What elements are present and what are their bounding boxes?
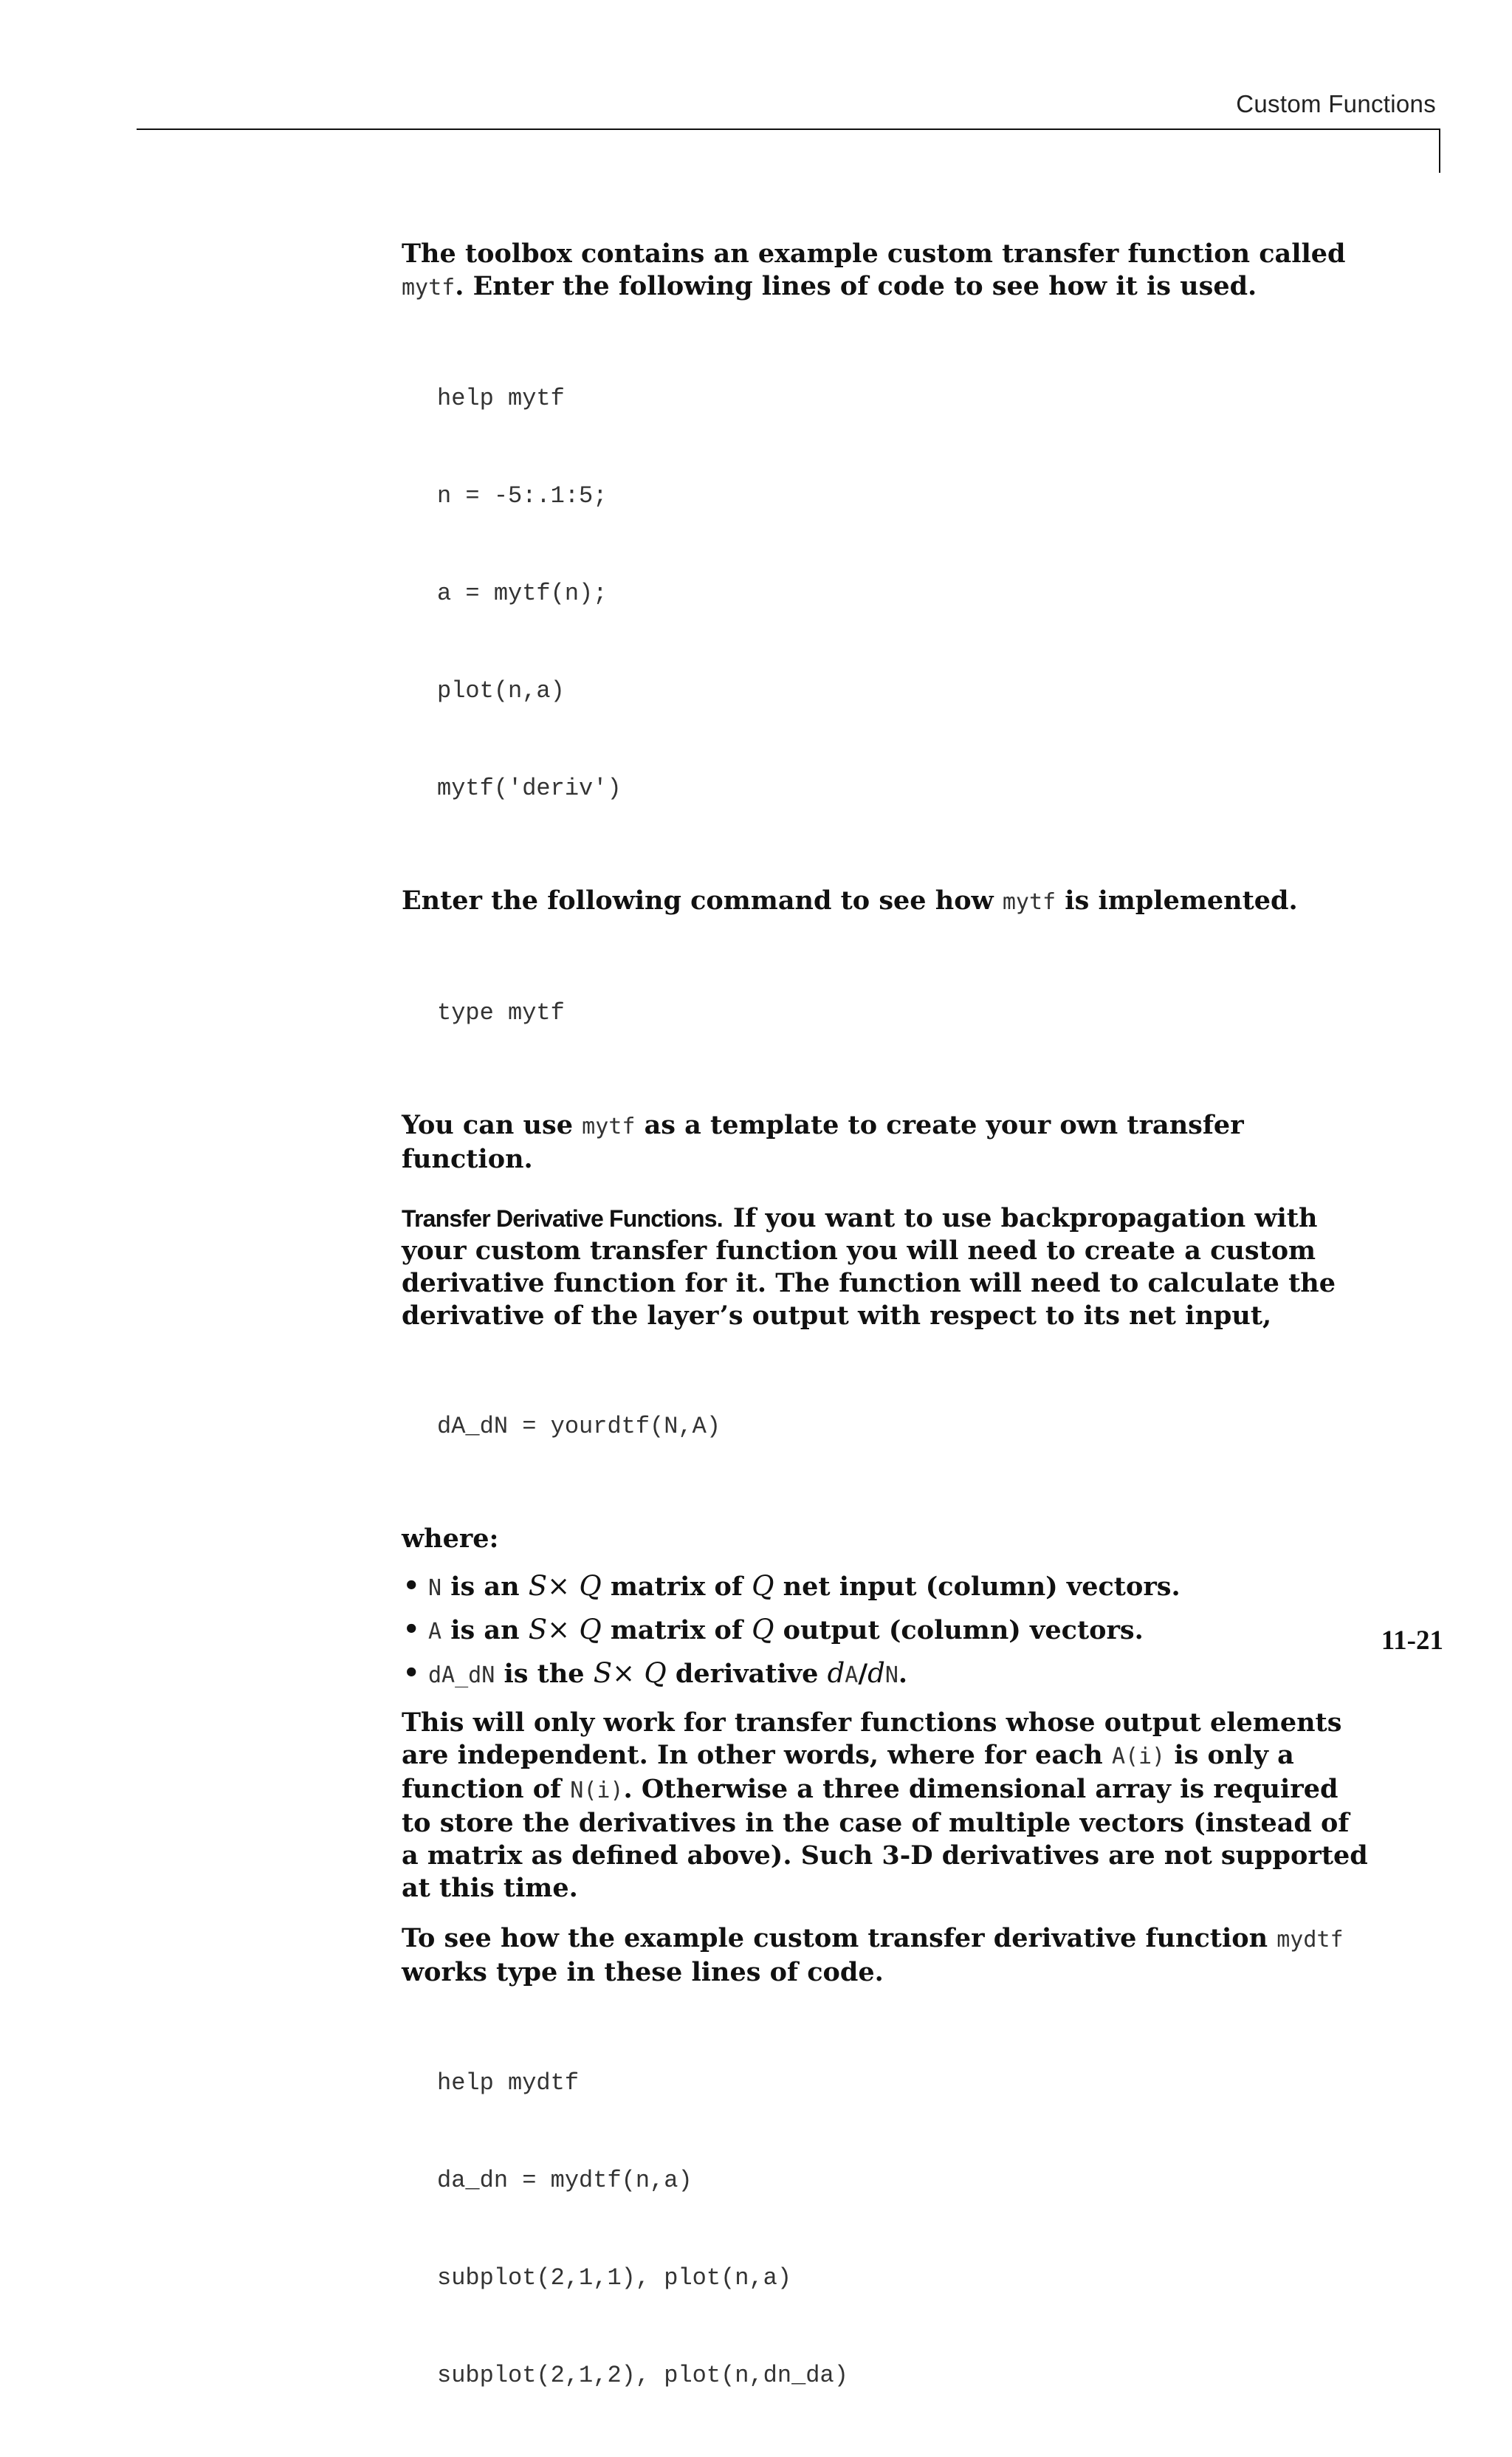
intro-text-2: . Enter the following lines of code to see how it is used. <box>455 271 1257 301</box>
intro-paragraph <box>402 238 1370 304</box>
code-line: help mytf <box>437 385 565 412</box>
bullet-text: is an <box>441 1615 529 1645</box>
template-text-1: You can use <box>402 1110 583 1140</box>
example-text-2: works type in these lines of code. <box>402 1957 884 1987</box>
implemented-text-2: is implemented. <box>1056 885 1298 916</box>
bullet-text: is an <box>441 1572 529 1602</box>
code-block-2 <box>402 932 1370 1094</box>
bullet-text: is the <box>495 1659 594 1689</box>
inline-code-da-dn: dA_dN <box>428 1662 495 1688</box>
template-paragraph <box>402 1109 1370 1176</box>
implemented-paragraph <box>402 885 1370 919</box>
independent-text-1: This will only work for transfer functions whose output elements are independent. In other words, where for each <box>402 1707 1342 1770</box>
bullet-text: matrix of <box>601 1572 752 1602</box>
transfer-derivative-section <box>402 1202 1370 1332</box>
inline-code-mytf: mytf <box>582 1114 636 1140</box>
page-body <box>402 238 1370 2457</box>
math-d: d <box>867 1657 885 1689</box>
code-block-3 <box>402 1346 1370 1508</box>
math-q: Q <box>579 1614 602 1645</box>
independent-text-2: is only a function of <box>402 1740 1294 1804</box>
inline-code-n: N <box>884 1662 898 1688</box>
bullet-text: matrix of <box>601 1615 752 1645</box>
inline-code-a-i: A(i) <box>1111 1744 1166 1769</box>
definition-list <box>402 1566 1370 1696</box>
inline-code-mytf: mytf <box>402 275 456 301</box>
math-s: S <box>593 1657 613 1689</box>
code-line: n = -5:.1:5; <box>437 482 608 510</box>
header-rule-tick <box>1439 128 1440 173</box>
math-times: × <box>547 1570 571 1602</box>
math-q: Q <box>752 1570 774 1602</box>
independent-text-3: . Otherwise a three dimensional array is required to store the derivatives in the case of multiple vectors (instead of a matrix as defined above). Such 3-D derivatives are not supported at this time. <box>402 1774 1368 1903</box>
inline-code-a: A <box>428 1619 442 1645</box>
list-item: • A is an S× Q matrix of Q output (column) vectors. <box>403 1614 1144 1645</box>
header-rule <box>137 128 1440 130</box>
bullet-text: . <box>898 1659 908 1689</box>
running-header-title: Custom Functions <box>1236 90 1436 117</box>
inline-code-n-i: N(i) <box>570 1778 624 1803</box>
inline-code-mydtf: mydtf <box>1276 1927 1344 1953</box>
code-block-1 <box>402 318 1370 870</box>
example-text-1: To see how the example custom transfer derivative function <box>402 1923 1277 1953</box>
code-line: subplot(2,1,2), plot(n,dn_da) <box>437 2362 848 2389</box>
intro-text-1: The toolbox contains an example custom transfer function called <box>402 239 1346 269</box>
code-line: plot(n,a) <box>437 677 565 705</box>
bullet-text: net input (column) vectors. <box>774 1572 1181 1602</box>
math-slash: / <box>858 1659 868 1689</box>
code-block-4 <box>402 2002 1370 2457</box>
code-line: subplot(2,1,1), plot(n,a) <box>437 2264 792 2292</box>
math-s: S <box>528 1614 548 1645</box>
code-line: type mytf <box>437 999 565 1027</box>
code-line: da_dn = mydtf(n,a) <box>437 2167 693 2194</box>
section-text: If you want to use backpropagation with your custom transfer function you will need to create a custom derivative function for it. The function will need to calculate the derivative of the layer’s output with respect to its net input, <box>402 1203 1336 1331</box>
math-times: × <box>547 1614 571 1645</box>
bullet-text: derivative <box>666 1659 828 1689</box>
section-runin-heading: Transfer Derivative Functions. <box>402 1205 723 1232</box>
math-s: S <box>528 1570 548 1602</box>
math-q: Q <box>752 1614 774 1645</box>
list-item: • dA_dN is the S× Q derivative dA/dN. <box>403 1657 908 1689</box>
template-text-2: as a template to create your own transfer function. <box>402 1110 1244 1174</box>
where-label: where: <box>402 1524 499 1554</box>
code-line: dA_dN = yourdtf(N,A) <box>437 1413 721 1440</box>
inline-code-a: A <box>845 1662 859 1688</box>
math-q: Q <box>579 1570 602 1602</box>
bullet-text: output (column) vectors. <box>774 1615 1144 1645</box>
page-number: 11-21 <box>1381 1625 1443 1656</box>
inline-code-n: N <box>428 1575 442 1601</box>
implemented-text-1: Enter the following command to see how <box>402 885 1003 916</box>
independent-paragraph <box>402 1707 1370 1905</box>
math-q: Q <box>644 1657 667 1689</box>
code-line: help mydtf <box>437 2069 580 2097</box>
example-paragraph <box>402 1922 1370 1989</box>
list-item: • N is an S× Q matrix of Q net input (column) vectors. <box>403 1570 1181 1602</box>
inline-code-mytf: mytf <box>1002 889 1056 915</box>
math-times: × <box>612 1657 636 1689</box>
code-line: a = mytf(n); <box>437 580 608 607</box>
code-line: mytf('deriv') <box>437 775 622 802</box>
math-d: d <box>827 1657 845 1689</box>
